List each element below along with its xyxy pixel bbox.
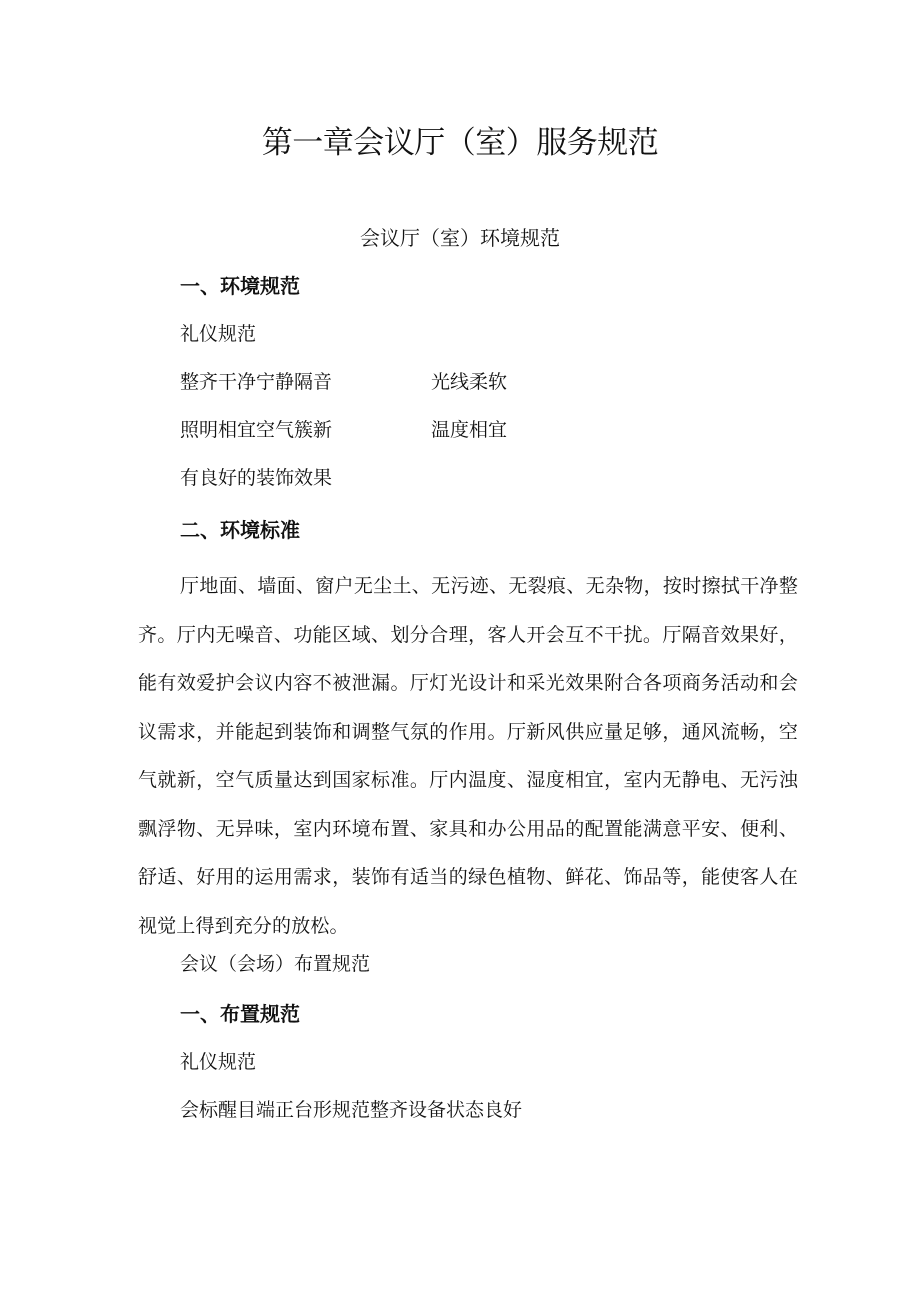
norm-row-2-left: 照明相宜空气簇新 [180,419,333,441]
section-title-environment: 会议厅（室）环境规范 [360,226,560,250]
norm-row-2 [180,414,508,446]
section-title-layout: 会议（会场）布置规范 [180,953,371,975]
heading-layout-norms: 一、布置规范 [180,1002,300,1026]
heading-environment-norms: 一、环境规范 [180,274,300,298]
environment-standards-paragraph: 厅地面、墙面、窗户无尘土、无污迹、无裂痕、无杂物，按时擦拭干净整齐。厅内无噪音、功能区域、划分合理，客人开会互不干扰。厅隔音效果好，能有效爱护会议内容不被泄漏。厅灯光设计和采光效果附合各项商务活动和会议需求，并能起到装饰和调整气氛的作用。厅新风供应量足够，通风流畅，空气就新，空气质量达到国家标准。厅内温度、湿度相宜，室内无静电、无污浊飘浮物、无异味，室内环境布置、家具和办公用品的配置能满意平安、便利、舒适、好用的运用需求，装饰有适当的绿色植物、鲜花、饰品等，能使客人在视觉上得到充分的放松。 [138,575,798,937]
norm-row-1 [180,366,508,398]
decoration-line: 有良好的装饰效果 [180,467,333,489]
etiquette-label: 礼仪规范 [180,323,257,345]
layout-etiquette-label: 礼仪规范 [180,1051,257,1073]
heading-environment-standards: 二、环境标准 [180,518,300,542]
norm-row-1-left: 整齐干净宁静隔音 [180,371,333,393]
norm-row-2-right: 温度相宜 [431,419,508,441]
layout-standards-line: 会标醒目端正台形规范整齐设备状态良好 [180,1099,523,1121]
chapter-title: 第一章会议厅（室）服务规范 [261,125,659,161]
norm-row-1-right: 光线柔软 [431,371,508,393]
